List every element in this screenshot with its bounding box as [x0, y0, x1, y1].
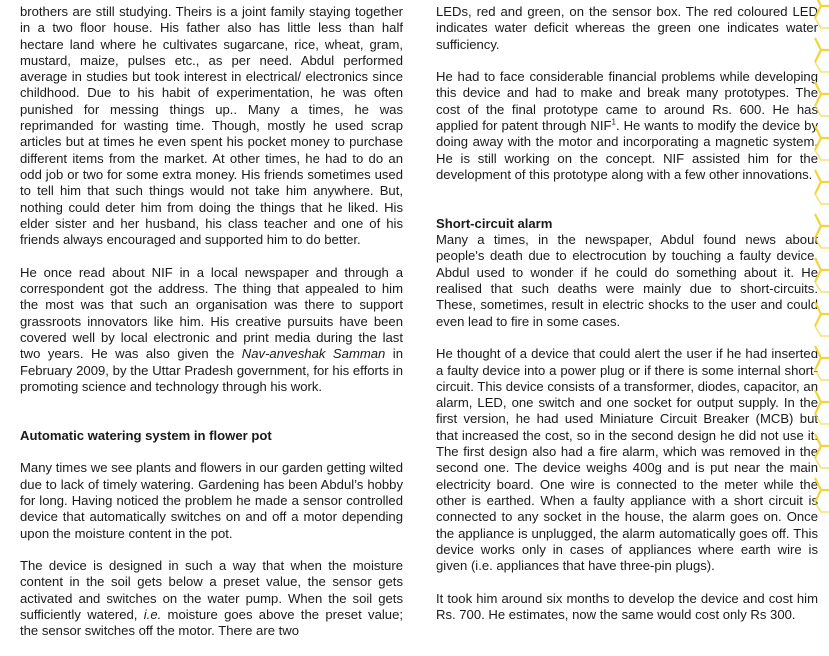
paragraph-alarm-design: He thought of a device that could alert the user if he had inserted a faulty device into a power plug or if there is some internal short-circuit. This device consists of a transformer, diodes, capacitor, an alarm, LED, one switch and one socket for output supply. In the first version, he had used Miniature Circuit Breaker (MCB) but that increased the cost, so in the second design he did not use it. The first design also had a fire alarm, which was removed in the second one. The device weighs 400g and is put near the main electricity board. One wire is connected to the meter while the other is earthed. When a faulty appliance with a short circuit is connected to any socket in the house, the alarm goes on. Once the appliance is unplugged, the alarm automatically goes off. This device works only in cases of appliances where earth wire is given (i.e. appliances that have three-pin plugs). [436, 346, 818, 574]
honeycomb-cell-edge [815, 18, 829, 28]
honeycomb-cell-edge [815, 150, 829, 160]
honeycomb-cell-edge [815, 194, 829, 204]
honeycomb-cell-edge [815, 0, 829, 18]
honeycomb-cell-edge [815, 82, 829, 106]
honeycomb-cell-edge [815, 458, 829, 468]
honeycomb-cell-edge [815, 326, 829, 336]
left-column [20, 4, 403, 656]
footnote-reference[interactable]: 1 [611, 117, 616, 127]
honeycomb-cell-edge [815, 38, 829, 62]
paragraph-alarm-motivation: Many a times, in the newspaper, Abdul found news about people's death due to electrocution by touching a faulty device. Abdul used to wonder if he could do something about it. He realised that such deaths were mainly due to short-circuits. These, sometimes, result in electric shocks to the user and could even lead to fire in some cases. [436, 232, 818, 329]
honeycomb-cell-edge [815, 414, 829, 424]
honeycomb-cell-edge [815, 434, 829, 458]
honeycomb-cell-edge [815, 346, 829, 370]
heading-automatic-watering: Automatic watering system in flower pot [20, 427, 272, 443]
honeycomb-cell-edge [815, 302, 829, 326]
paragraph-watering-design: The device is designed in such a way that when the moisture content in the soil gets below a preset value, the sensor gets activated and switches on the water pump. When the soil gets sufficiently watered, i.e. moisture goes above the preset value; the sensor switches off the motor. There are two [20, 558, 403, 639]
paragraph-led-indicators: LEDs, red and green, on the sensor box. The red coloured LED indicates water deficit whereas the green one indicates water sufficiency. [436, 4, 818, 52]
paragraph-nif-recognition: He once read about NIF in a local newspaper and through a correspondent got the address. The thing that appealed to him the most was that such an organisation was there to support grassroots innovators like him. His creative pursuits have been covered well by local electronic and print media during the last two years. He was also given the Nav-anveshak Samman in February 2009, by the Uttar Pradesh government, for his efforts in promoting science and technology through his work. [20, 264, 403, 394]
right-column [436, 4, 818, 640]
honeycomb-cell-edge [815, 478, 829, 502]
honeycomb-cell-edge [815, 370, 829, 380]
honeycomb-cell-edge [815, 106, 829, 116]
paragraph-family-background: brothers are still studying. Theirs is a joint family staying together in a two floor house. His father also has little less than half hectare land where he cultivates sugarcane, rice, wheat, gram, mustard, maize, pulses etc., as per need. Abdul performed average in studies but took interest in electrical/ electronics since childhood. Due to his habit of experimentation, he was often punished for messing things up.. Many a times, he was reprimanded for wasting time. Though, mostly he used scrap articles but at times he even spent his pocket money to purchase different items from the market. At other times, he had to do an odd job or two for some extra money. His friends sometimes used to tell him that such things would not take him anywhere. But, nothing could deter him from doing the things that he liked. His elder sister and her husband, his class teacher and one of his friends always encouraged and supported him to do better. [20, 4, 403, 248]
honeycomb-cell-edge [815, 282, 829, 292]
award-name: Nav-anveshak Samman [241, 346, 386, 362]
heading-short-circuit-alarm: Short-circuit alarm [436, 215, 553, 231]
honeycomb-cell-edge [815, 258, 829, 282]
honeycomb-cell-edge [815, 62, 829, 72]
paragraph-watering-intro: Many times we see plants and flowers in our garden getting wilted due to lack of timely watering. Gardening has been Abdul’s hobby for long. Having noticed the problem he made a sensor controlled device that automatically switches on and off a motor depending upon the moisture content in the pot. [20, 460, 403, 541]
paragraph-prototype-cost: He had to face considerable financial problems while developing this device and had to make and break many prototypes. The cost of the final prototype came to around Rs. 600. He has applied for patent through NIF$^1$. He wants to modify the device by doing away with the motor and incorporating a magnetic system. He is still working on the concept. NIF assisted him for the development of this prototype along with a few other innovations. [436, 69, 818, 182]
honeycomb-cell-edge [815, 390, 829, 414]
honeycomb-cell-edge [815, 126, 829, 150]
honeycomb-cell-edge [815, 502, 829, 512]
honeycomb-cell-edge [815, 170, 829, 194]
honeycomb-cell-edge [815, 238, 829, 248]
honeycomb-cell-edge [815, 214, 829, 238]
paragraph-alarm-cost: It took him around six months to develop the device and cost him Rs. 700. He estimates, now the same would cost only Rs 300. [436, 590, 818, 622]
honeycomb-border-decoration [811, 0, 829, 514]
